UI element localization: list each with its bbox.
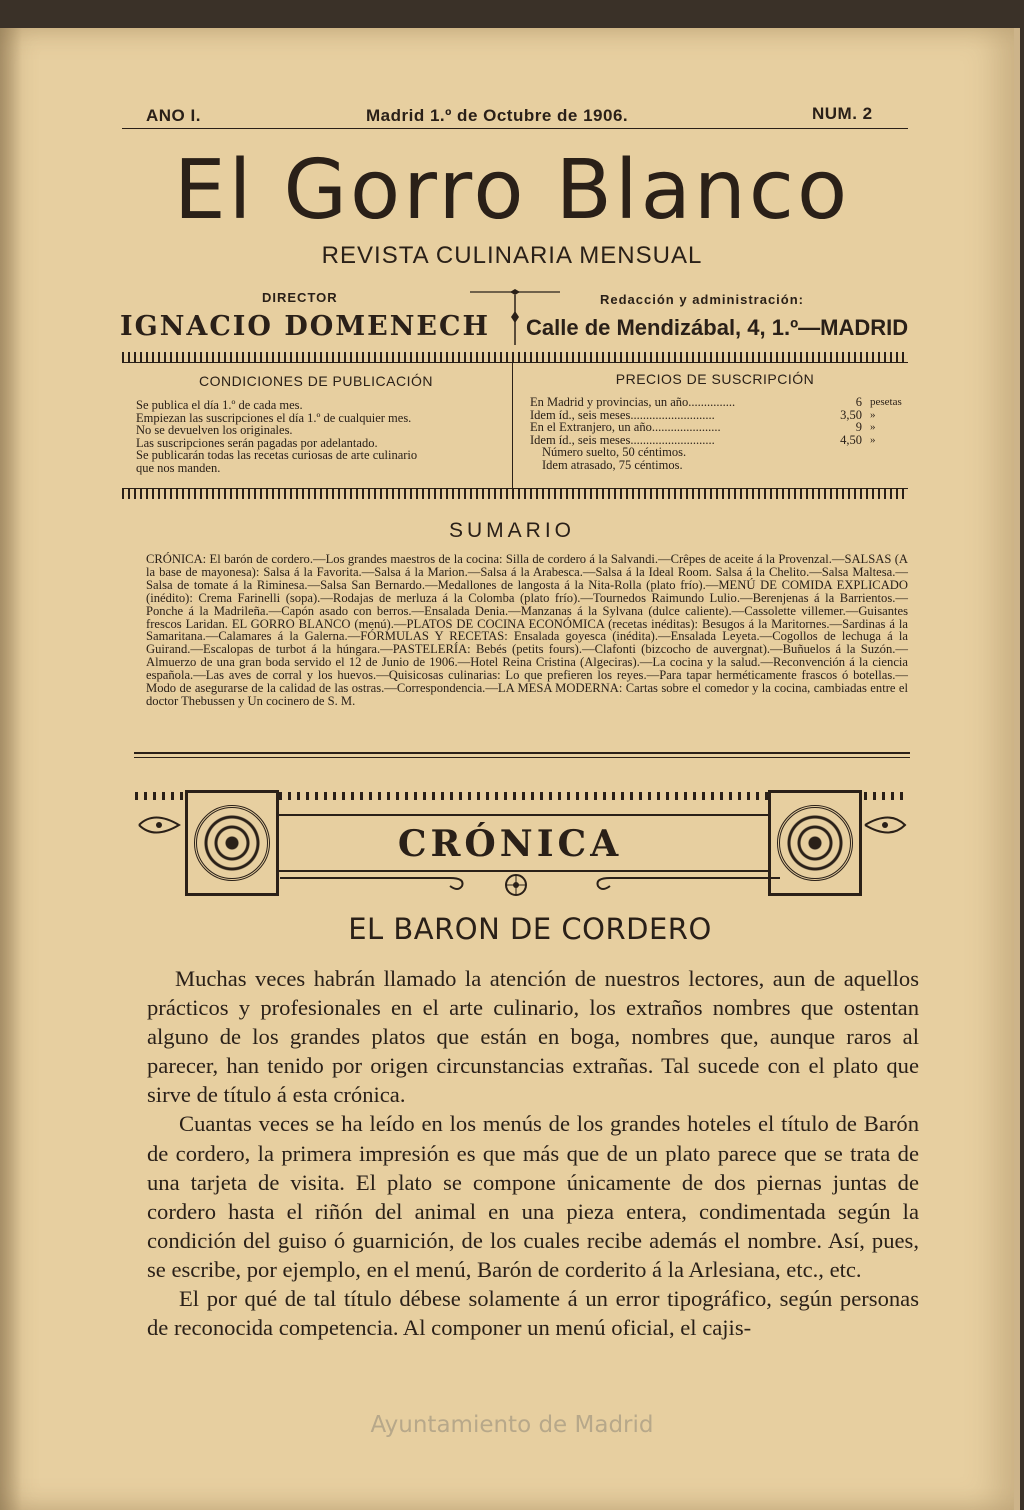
sumario-text: CRÓNICA: El barón de cordero.—Los grandes maestros de la cocina: Silla de cordero á la Salvandi.—Crêpes de aceite á la Provenzal.—SALSAS (A la base de mayonesa): Salsa á la Favorita.—Salsa á la Marion.—Salsa á la Arabesca.—Salsa á la Ideal Room. Salsa á la Chelito.—Salsa Maltesa.—Salsa de tomate á la Riminesa.—Salsa San Bernardo.—Medallones de langosta á la Nita-Rolla (plato frío).—MENÚ DE COMIDA EXPLICADO (inédito): Crema Farinelli (sopa).—Rodajas de merluza á la Colomba (plato frío).—Tournedos Raimundo Lulio.—Berenjenas á la Barrientos.—Ponche á la Madrileña.—Capón asado con berros.—Ensalada Denia.—Manzanas á la Sylvana (dulce caliente).—Cassolette villemer.—Guisantes frescos Laridan. EL GORRO BLANCO (menú).—PLATOS DE COCINA ECONÓMICA (recetas inéditas): Besugos á la Maritornes.—Sardinas á la Samaritana.—Calamares á la Galerna.—FÓRMULAS Y RECETAS: Ensalada goyesca (inédita).—Ensalada Leyeta.—Cogollos de lechuga á la Guirand.—Escalopas de turbot á la húngara.—PASTELERÍA: Bebés (petits fours).—Clafonti (bizcocho de auvergnat).—Buñuelos á la Suzón.—Almuerzo de una gran boda servido el 12 de Junio de 1906.—Hotel Reina Cristina (Algeciras).—La cocina y la salud.—Reconvención á la ciencia española.—Las aves de corral y los huevos.—Quisicosas culinarias: Lo que prefieren los reyes.—Para tapar herméticamente frascos ó botellas.—Modo de asegurarse de la calidad de las ostras.—Correspondencia.—LA MESA MODERNA: Cartas sobre el comedor y la cocina, cambiadas entre el doctor Thebussen y Un cocinero de S. M. bbox=[146, 552, 908, 708]
article-title: EL BARON DE CORDERO bbox=[348, 912, 712, 946]
address: Calle de Mendizábal, 4, 1.º—MADRID bbox=[526, 315, 909, 340]
director-name: IGNACIO DOMENECH bbox=[120, 311, 491, 342]
ornament-border-top bbox=[122, 352, 908, 362]
watermark: Ayuntamiento de Madrid bbox=[370, 1412, 654, 1438]
price-row: En el Extranjero, un año...................... 9 » bbox=[530, 420, 876, 434]
director-label: DIRECTOR bbox=[262, 290, 338, 305]
section-title: CRÓNICA bbox=[397, 823, 623, 865]
condition-line: Se publica el día 1.º de cada mes. bbox=[136, 398, 303, 412]
section-rule-2 bbox=[134, 757, 910, 758]
conditions-list bbox=[136, 399, 508, 474]
article-paragraph: Muchas veces habrán llamado la atención de nuestros lectores, aun de aquellos prácticos y profesionales en el arte culinario, los extraños nombres que ostentan alguno de los grandes platos que están en boga, nombres que, aunque raros al parecer, han tenido por origen circunstancias extrañas. Tal sucede con el plato que sirve de título á esta crónica. bbox=[147, 966, 919, 1108]
masthead-divider-ornament bbox=[508, 295, 522, 345]
right-scroll-ornament bbox=[860, 805, 910, 845]
right-medallion bbox=[768, 790, 862, 896]
sumario-title: SUMARIO bbox=[448, 519, 575, 542]
section-rule-1 bbox=[134, 752, 910, 754]
flower-icon bbox=[502, 871, 530, 899]
condition-line: que nos manden. bbox=[136, 460, 221, 475]
issue-year: ANO I. bbox=[146, 106, 201, 125]
article-paragraph: Cuantas veces se ha leído en los menús de los grandes hoteles el título de Barón de cordero, la primera impresión es que más que de un plato parece que se trata de una tarjeta de visita. El plato se compone únicamente de dos piernas juntas de cordero hasta el riñón del animal en una pieza entera, condimentada según la condición del guiso ó guarnición, de los cuales recibe además el nombre. Así, pues, se escribe, por ejemplo, en el menú, Barón de corderito á la Arlesiana, etc., etc. bbox=[147, 1111, 919, 1282]
banner-rule-top bbox=[200, 814, 820, 816]
condition-line: Empiezan las suscripciones el día 1.º de cualquier mes. bbox=[136, 410, 412, 425]
condition-line: Las suscripciones serán pagadas por adelantado. bbox=[136, 435, 378, 450]
condition-line: Se publicarán todas las recetas curiosas de arte culinario bbox=[136, 448, 418, 462]
prices-table bbox=[530, 396, 920, 471]
price-extra: Número suelto, 50 céntimos. bbox=[542, 445, 687, 459]
right-flourish bbox=[590, 872, 780, 892]
conditions-title: CONDICIONES DE PUBLICACIÓN bbox=[199, 373, 433, 389]
condition-line: No se devuelven los originales. bbox=[136, 423, 293, 437]
left-scroll-ornament bbox=[134, 805, 184, 845]
rosette-icon bbox=[194, 805, 270, 881]
prices-title: PRECIOS DE SUSCRIPCIÓN bbox=[615, 371, 815, 387]
price-row: En Madrid y provincias, un año............... 6 pesetas bbox=[530, 395, 902, 409]
price-row: Idem íd., seis meses........................... 4,50 » bbox=[530, 432, 876, 447]
magazine-subtitle: REVISTA CULINARIA MENSUAL bbox=[321, 242, 703, 269]
magazine-title: El Gorro Blanco bbox=[173, 143, 851, 238]
left-medallion bbox=[185, 790, 279, 896]
issue-number: NUM. 2 bbox=[812, 104, 873, 123]
article-paragraph: El por qué de tal título débese solamente á un error tipográfico, según personas de reconocida competencia. Al componer un menú oficial, el cajis- bbox=[147, 1286, 919, 1341]
article-body bbox=[147, 964, 919, 1342]
price-row: Idem íd., seis meses........................... 3,50 » bbox=[530, 407, 876, 422]
left-flourish bbox=[280, 872, 470, 892]
box-divider bbox=[512, 362, 513, 490]
ornament-rule-top bbox=[122, 362, 908, 363]
price-extra: Idem atrasado, 75 céntimos. bbox=[542, 457, 683, 472]
admin-label: Redacción y administración: bbox=[600, 292, 804, 307]
ornament-border-bottom bbox=[122, 489, 908, 499]
masthead-ornament bbox=[470, 282, 560, 288]
header-rule bbox=[122, 128, 908, 129]
rosette-icon bbox=[777, 805, 853, 881]
issue-date: Madrid 1.º de Octubre de 1906. bbox=[366, 106, 629, 125]
